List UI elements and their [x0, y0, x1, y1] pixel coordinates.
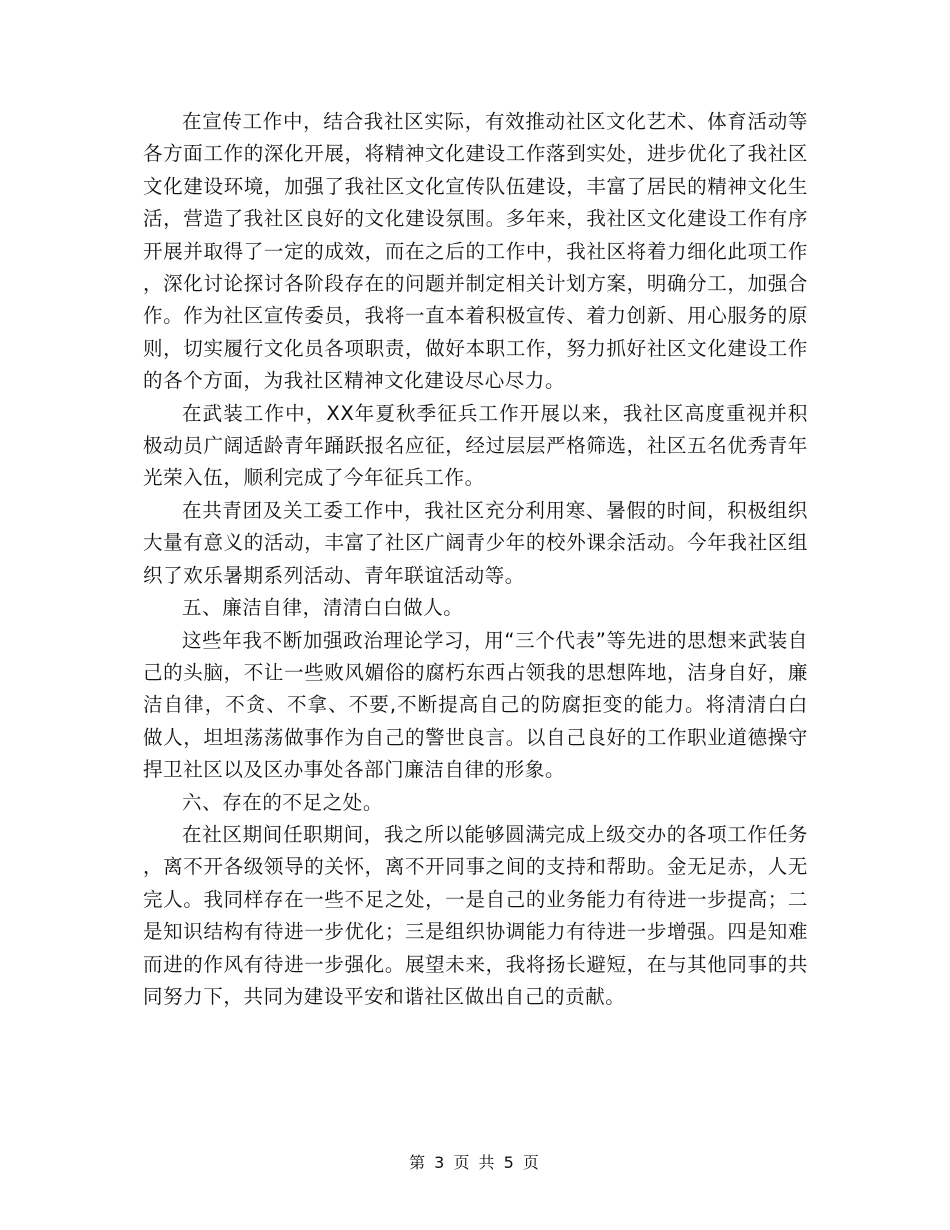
paragraph-shortcomings: 在社区期间任职期间，我之所以能够圆满完成上级交办的各项工作任务，离不开各级领导的关怀，离不开同事之间的支持和帮助。金无足赤，人无完人。我同样存在一些不足之处，一是自己的业务能力有待进一步提高；二是知识结构有待进一步优化；三是组织协调能力有待进一步增强。四是知难而进的作风有待进一步强化。展望未来，我将扬长避短，在与其他同事的共同努力下，共同为建设平安和谐社区做出自己的贡献。 [143, 822, 808, 1008]
paragraph-publicity: 在宣传工作中，结合我社区实际，有效推动社区文化艺术、体育活动等各方面工作的深化开展，将精神文化建设工作落到实处，进步优化了我社区文化建设环境，加强了我社区文化宣传队伍建设，丰富了居民的精神文化生活，营造了我社区良好的文化建设氛围。多年来，我社区文化建设工作有序开展并取得了一定的成效，而在之后的工作中，我社区将着力细化此项工作，深化讨论探讨各阶段存在的问题并制定相关计划方案，明确分工，加强合作。作为社区宣传委员，我将一直本着积极宣传、着力创新、用心服务的原则，切实履行文化员各项职责，做好本职工作，努力抓好社区文化建设工作的各个方面，为我社区精神文化建设尽心尽力。 [143, 110, 808, 393]
document-body [143, 106, 808, 1013]
heading-shortcomings: 六、存在的不足之处。 [182, 790, 384, 814]
paragraph-integrity: 这些年我不断加强政治理论学习，用“三个代表”等先进的思想来武装自己的头脑，不让一些败风媚俗的腐朽东西占领我的思想阵地，洁身自好，廉洁自律，不贪、不拿、不要,不断提高自己的防腐拒变的能力。将清清白白做人，坦坦荡荡做事作为自己的警世良言。以自己良好的工作职业道德操守捍卫社区以及区办事处各部门廉洁自律的形象。 [143, 628, 808, 782]
paragraph-armed-forces: 在武装工作中，XX年夏秋季征兵工作开展以来，我社区高度重视并积极动员广阔适龄青年踊跃报名应征，经过层层严格筛选，社区五名优秀青年光荣入伍，顺利完成了今年征兵工作。 [143, 401, 808, 490]
heading-integrity: 五、廉洁自律，清清白白做人。 [182, 596, 464, 620]
paragraph-youth-league: 在共青团及关工委工作中，我社区充分利用寒、暑假的时间，积极组织大量有意义的活动，丰富了社区广阔青少年的校外课余活动。今年我社区组织了欢乐暑期系列活动、青年联谊活动等。 [143, 498, 808, 587]
page-footer: 第 3 页 共 5 页 [409, 1153, 541, 1172]
